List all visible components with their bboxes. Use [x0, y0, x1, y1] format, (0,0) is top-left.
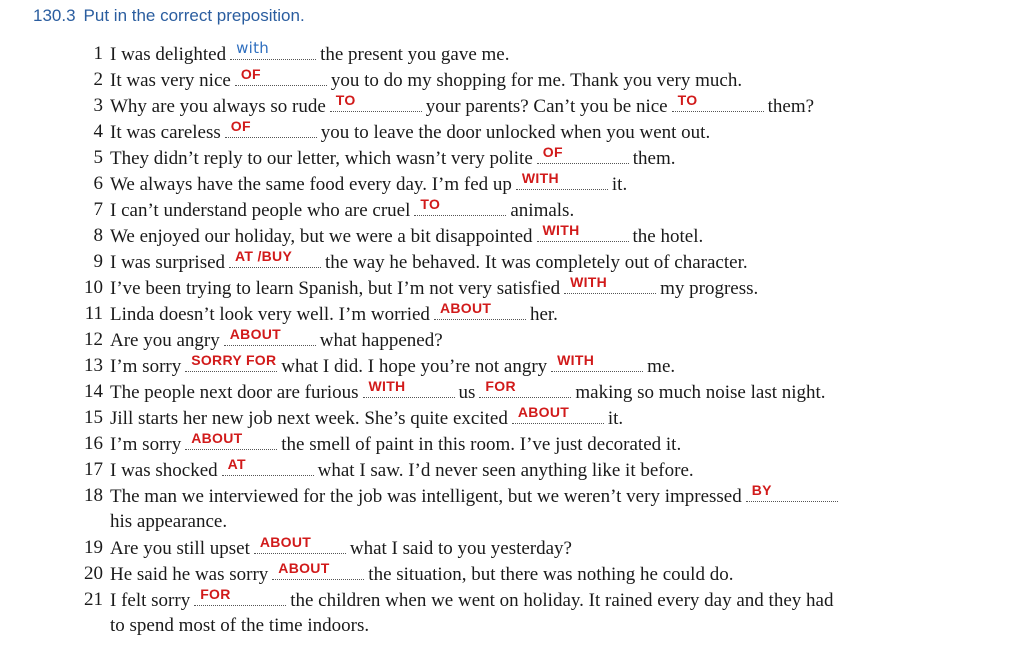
answer-text: WITH: [542, 222, 580, 238]
answer-text: ABOUT: [439, 300, 492, 316]
answer-text: AT: [227, 456, 246, 472]
answer-text: ABOUT: [278, 560, 330, 576]
answer-text: WITH: [557, 352, 595, 368]
answer-blank[interactable]: [230, 39, 316, 60]
answer-text: AT /BUY: [235, 248, 293, 264]
answer-text: TO: [335, 92, 356, 108]
answer-blank[interactable]: [235, 66, 327, 86]
answer-blank[interactable]: [551, 352, 643, 372]
exercise-heading: [33, 6, 305, 26]
answer-text: OF: [230, 118, 251, 134]
answer-blank[interactable]: [564, 274, 656, 294]
answer-blank[interactable]: [414, 196, 506, 216]
answer-blank[interactable]: [363, 378, 455, 398]
answer-blank[interactable]: [224, 326, 316, 346]
exercise-number: 130.3: [33, 6, 76, 25]
answer-blank[interactable]: [672, 92, 764, 112]
answer-blank[interactable]: [194, 586, 286, 606]
answer-blank[interactable]: [330, 92, 422, 112]
answer-text: ABOUT: [517, 404, 570, 420]
exercise-row-continuation: his appearance.: [110, 511, 228, 532]
answer-text: with: [236, 39, 270, 57]
answer-text: WITH: [521, 170, 559, 186]
answer-text: ABOUT: [259, 534, 312, 550]
exercise-page: 130.3 Put in the correct preposition. 1 I was delighted with the present you gave me. 2 It was very nice OF you to do my shopping for me. Thank you very much. 3 Why are you always so rude TO your parents? Can’t you be nice TO them? 4 It was careless OF you to leave the door unlocked when you went out. 5 They didn’t reply to our letter, which wasn’t very polite OF them. 6 We always have the same food every day. I’m fed up WITH it. 7 I can’t understand people who are cruel TO animals. 8 We enjoyed our holiday, but we were a bit disappointed WITH the hotel. 9 I was surprised AT /BUY the way he behaved. It was completely out of character. 10 I’ve been trying to learn Spanish, but I’m not very satisfied WITH my progress. 11 Linda doesn’t look very well. I’m worried ABOUT her. 12 Are you angry ABOUT what happened? 13 I’m sorry SORRY FOR what I did. I hope you’re not angry WITH me. 14 The people next door are furious WITH us FOR making so much noise last night. 15 Jill starts her new job next week. She’s quite excited ABOUT it. 16 I’m sorry ABOUT the smell of paint in this room. I’ve just decorated it. 17 I was shocked AT what I saw. I’d never seen anything like it before. 18 The man we interviewed for the job was intelligent, but we weren’t very impressed BY his appearance. 19 Are you still upset ABOUT what I said to you yesterday? 20 He said he was sorry ABOUT the situation, but there was nothing he could do. 21 I felt sorry FOR the children when we went on holiday. It rained every day and they had to spend most of the time indoors.: [0, 0, 1024, 649]
answer-blank[interactable]: [225, 118, 317, 138]
answer-blank[interactable]: [537, 144, 629, 164]
answer-text: ABOUT: [229, 326, 282, 342]
answer-blank[interactable]: [434, 300, 526, 320]
answer-text: TO: [677, 92, 698, 108]
answer-blank[interactable]: [229, 248, 321, 268]
exercise-title: Put in the correct preposition.: [83, 6, 305, 25]
answer-blank[interactable]: [537, 222, 629, 242]
answer-blank[interactable]: [746, 482, 838, 502]
answer-blank[interactable]: [185, 430, 277, 450]
answer-blank[interactable]: [479, 378, 571, 398]
exercise-row-continuation: to spend most of the time indoors.: [110, 615, 370, 636]
answer-blank[interactable]: [272, 560, 364, 580]
answer-text: WITH: [368, 378, 406, 394]
answer-text: WITH: [570, 274, 608, 290]
answer-text: FOR: [200, 586, 231, 602]
answer-blank[interactable]: [185, 352, 277, 372]
answer-text: OF: [240, 66, 261, 82]
answer-blank[interactable]: [254, 534, 346, 554]
answer-text: FOR: [485, 378, 516, 394]
answer-blank[interactable]: [512, 404, 604, 424]
answer-blank[interactable]: [222, 456, 314, 476]
answer-text: SORRY FOR: [191, 352, 277, 368]
answer-text: TO: [420, 196, 441, 212]
answer-blank[interactable]: [516, 170, 608, 190]
answer-text: ABOUT: [191, 430, 243, 446]
answer-text: OF: [542, 144, 563, 160]
answer-text: BY: [751, 482, 772, 498]
